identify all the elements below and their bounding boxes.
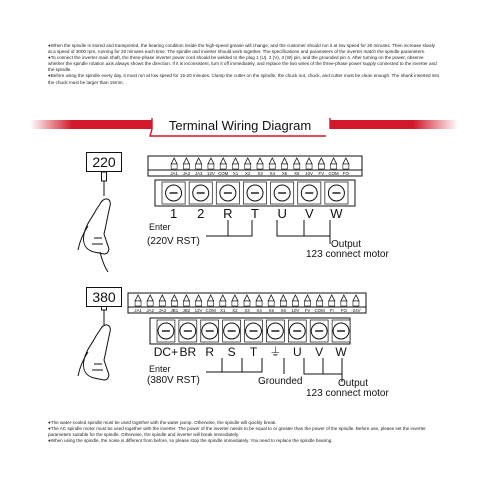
terminal-label: JB2 <box>182 308 191 313</box>
terminal-label: X4 <box>256 308 262 313</box>
power-terminal-label: U <box>292 345 302 359</box>
power-terminal-label: T <box>249 345 258 359</box>
power-terminals-380 <box>154 320 350 359</box>
terminal-label: JA3 <box>194 171 203 176</box>
motor-label-380: 123 connect motor <box>306 388 389 399</box>
terminal-label: 12V <box>207 171 215 176</box>
terminal-label: FV <box>304 308 311 313</box>
terminal-label: 10V <box>291 308 300 313</box>
terminal-label: X6 <box>280 308 287 313</box>
power-terminal-label: R <box>223 206 233 221</box>
power-terminal-label: S <box>227 345 236 359</box>
terminal-label: JA3 <box>158 308 167 313</box>
terminal-label: 12V <box>194 308 203 313</box>
terminal-label: X2 <box>245 171 251 176</box>
terminal-label: JB1 <box>170 308 179 313</box>
terminal-label: COM <box>328 171 339 176</box>
input-wire-220 <box>228 220 252 236</box>
terminal-label: X4 <box>269 171 275 176</box>
motor-label-220: 123 connect motor <box>306 249 389 260</box>
terminal-label: JA1 <box>134 308 142 313</box>
page-title: Terminal Wiring Diagram <box>168 118 312 133</box>
enter-label-220: Enter <box>149 222 171 232</box>
power-terminal-label: 1 <box>169 206 178 221</box>
terminal-label: FO <box>342 171 349 176</box>
terminal-label: -24V <box>351 308 361 313</box>
terminal-label: COM <box>314 308 325 313</box>
note-connection: ●To connect the inverter main shaft, the three-phase inverter power cord should be welded to the plug 1 (U), 2 (V), 3 (W) pin, and the grounded pin 4. After turning on the power, observe whether the spindle rotation axis always shows the direction. If it is inconsistent, turn it off immediately, and replace the two wires of the three-phase power supply connected to the inverter and the spindle. <box>48 55 437 73</box>
terminal-label: 10V <box>305 171 313 176</box>
power-terminal-label: W <box>335 345 347 359</box>
terminal-label: X5 <box>268 308 274 313</box>
power-terminals-220 <box>162 182 348 221</box>
output-label-380: Output <box>338 378 369 389</box>
terminal-label: FI <box>329 308 334 313</box>
hand-icon <box>78 301 110 380</box>
power-terminal-label: R <box>205 345 215 359</box>
power-terminal-label: DC+ <box>153 345 179 359</box>
signal-terminals-220 <box>170 158 349 176</box>
banner-right-bar <box>330 120 458 129</box>
power-terminal-label: W <box>330 206 343 221</box>
power-terminal-label: U <box>277 206 287 221</box>
power-terminal-label: V <box>315 345 324 359</box>
power-terminal-label: V <box>304 206 314 221</box>
note-noise: ●When using the spindle, the noise is different from before, so please stop the spindle immediately. You need to replace the spindle bearing. <box>48 438 333 444</box>
notes-bottom <box>48 420 440 444</box>
wires-220 <box>206 220 330 244</box>
voltage-badge-220: 220 <box>86 152 122 172</box>
input-label-380: (380V RST) <box>147 375 200 386</box>
banner-left-bar <box>30 120 152 129</box>
hand-icon <box>78 172 110 272</box>
input-label-220: (220V RST) <box>147 236 200 247</box>
terminal-label: X6 <box>294 171 300 176</box>
enter-label-380: Enter <box>149 364 171 374</box>
power-terminal-label: BR <box>179 345 197 359</box>
terminal-label: JA2 <box>146 308 154 313</box>
terminal-label: COM <box>205 308 216 313</box>
terminal-label: JA1 <box>170 171 178 176</box>
terminal-label: X1 <box>232 171 239 176</box>
terminal-label: X3 <box>257 171 263 176</box>
grounded-label-380: Grounded <box>258 376 303 387</box>
terminal-label: X2 <box>232 308 238 313</box>
terminal-label: JA2 <box>182 171 191 176</box>
voltage-badge-380: 380 <box>86 287 122 307</box>
power-terminal-label: 2 <box>197 206 205 221</box>
terminal-label: X5 <box>281 171 288 176</box>
power-terminal-label: T <box>251 206 259 221</box>
terminal-label: FV <box>318 171 325 176</box>
terminal-label: COM <box>218 171 229 176</box>
power-terminal-label: ⏚ <box>269 345 282 359</box>
terminal-label: FO <box>340 308 347 313</box>
note-storage: ●When the spindle is stored and transported, the bearing condition inside the high-speed grease will change, and the customer should run it at low speed for 30 minutes. Then increase slowly at a speed of 3000 rpm, running for 20 minutes each time. The spindle and inverter should work together. The specifications and parameters of the inverter match the spindle parameters. <box>48 43 436 55</box>
note-inverter: ●The AC spindle motor must be used together with the inverter. The power of the inverter needs to be equal to or greater than the power of the spindle. Before use, please set the inverter parameters suitable for the spindle. Otherwise, the spindle and inverter will break immediately. <box>48 426 426 438</box>
note-daily-use: ●Before using the spindle every day, it must run at low speed for 15-20 minutes. Clamp the cutter on the spindle, the chuck nut, chuck, and cutter must be clean enough. The shank inserted into the chuck must be larger than 15mm. <box>48 73 440 85</box>
terminal-label: X3 <box>244 308 250 313</box>
output-label-220: Output <box>331 239 362 250</box>
note-water-pump: ●The water-cooled spindle must be used together with the water pump. Otherwise, the spindle will quickly break. <box>48 420 277 425</box>
terminal-label: X1 <box>220 308 226 313</box>
